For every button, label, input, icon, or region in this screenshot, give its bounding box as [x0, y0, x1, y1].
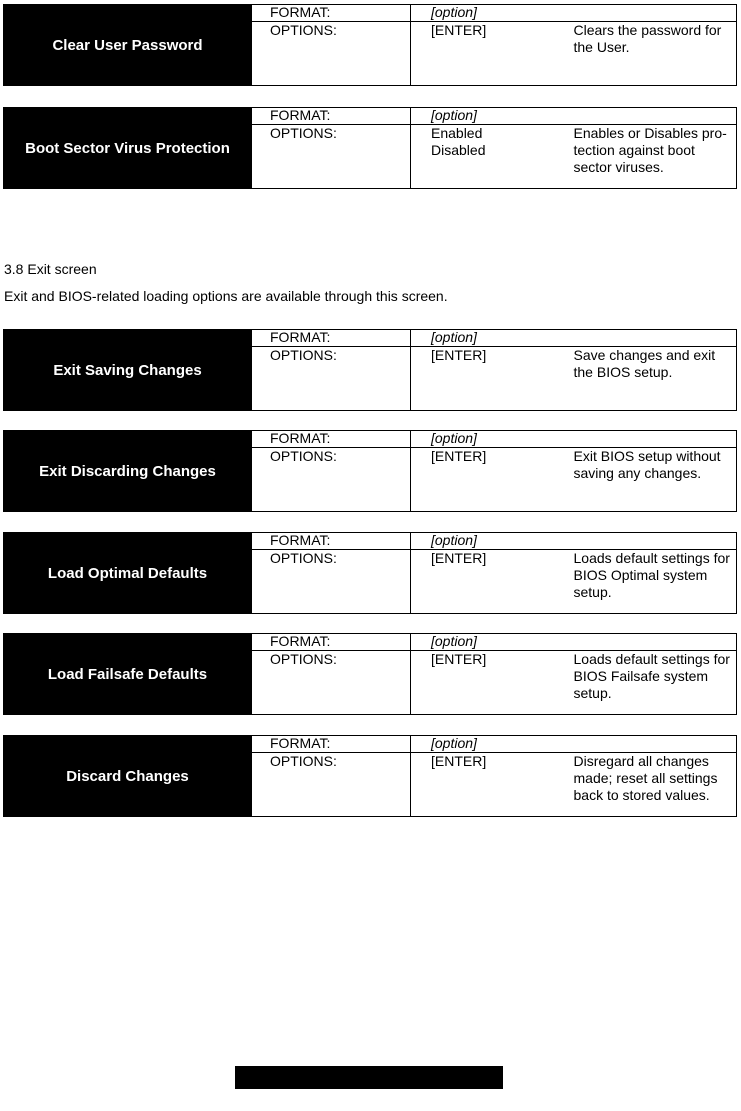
option-value — [411, 448, 574, 512]
format-value: [option] — [411, 634, 737, 651]
option-table-boot-sector-virus-protection — [3, 107, 737, 189]
format-label: FORMAT: — [252, 736, 411, 753]
format-label: FORMAT: — [252, 533, 411, 550]
option-value — [411, 651, 574, 715]
option-enter: [ENTER] — [431, 347, 487, 363]
option-description: Clears the password for the User. — [574, 22, 737, 86]
format-label: FORMAT: — [252, 431, 411, 448]
option-value — [411, 347, 574, 411]
item-name: Load Optimal Defaults — [4, 533, 252, 614]
format-value: [option] — [411, 108, 737, 125]
format-label: FORMAT: — [252, 634, 411, 651]
option-disabled: Disabled — [431, 142, 486, 158]
option-description: Exit BIOS setup without saving any changes. — [574, 448, 737, 512]
format-label: FORMAT: — [252, 108, 411, 125]
section-heading: 3.8 Exit screen — [4, 261, 97, 277]
option-description: Loads default settings for BIOS Optimal system setup. — [574, 550, 737, 614]
format-value: [option] — [411, 533, 737, 550]
option-enter: [ENTER] — [431, 22, 487, 38]
options-label: OPTIONS: — [252, 550, 411, 614]
options-label: OPTIONS: — [252, 347, 411, 411]
option-value — [411, 125, 574, 189]
option-table-load-failsafe-defaults — [3, 633, 737, 715]
options-label: OPTIONS: — [252, 22, 411, 86]
format-label: FORMAT: — [252, 5, 411, 22]
option-enabled: Enabled — [431, 125, 483, 141]
footer-bar — [235, 1066, 503, 1089]
item-name: Clear User Password — [4, 5, 252, 86]
option-table-exit-saving-changes — [3, 329, 737, 411]
format-value: [option] — [411, 330, 737, 347]
item-name: Exit Discarding Changes — [4, 431, 252, 512]
option-enter: [ENTER] — [431, 753, 487, 769]
item-name: Boot Sector Virus Protection — [4, 108, 252, 189]
option-description: Save changes and exit the BIOS setup. — [574, 347, 737, 411]
options-label: OPTIONS: — [252, 651, 411, 715]
item-name: Exit Saving Changes — [4, 330, 252, 411]
option-enter: [ENTER] — [431, 651, 487, 667]
options-label: OPTIONS: — [252, 125, 411, 189]
option-enter: [ENTER] — [431, 550, 487, 566]
option-value — [411, 550, 574, 614]
option-description: Disregard all changes made; reset all settings back to stored values. — [574, 753, 737, 817]
item-name: Load Failsafe Defaults — [4, 634, 252, 715]
option-table-exit-discarding-changes — [3, 430, 737, 512]
format-value: [option] — [411, 431, 737, 448]
option-table-clear-user-password — [3, 4, 737, 86]
options-label: OPTIONS: — [252, 448, 411, 512]
item-name: Discard Changes — [4, 736, 252, 817]
option-value — [411, 753, 574, 817]
option-value — [411, 22, 574, 86]
option-table-load-optimal-defaults — [3, 532, 737, 614]
option-description: Enables or Disables pro-tection against boot sector viruses. — [574, 125, 737, 189]
format-label: FORMAT: — [252, 330, 411, 347]
option-enter: [ENTER] — [431, 448, 487, 464]
option-table-discard-changes — [3, 735, 737, 817]
option-description: Loads default settings for BIOS Failsafe system setup. — [574, 651, 737, 715]
section-intro: Exit and BIOS-related loading options are available through this screen. — [4, 288, 448, 304]
format-value: [option] — [411, 5, 737, 22]
format-value: [option] — [411, 736, 737, 753]
options-label: OPTIONS: — [252, 753, 411, 817]
